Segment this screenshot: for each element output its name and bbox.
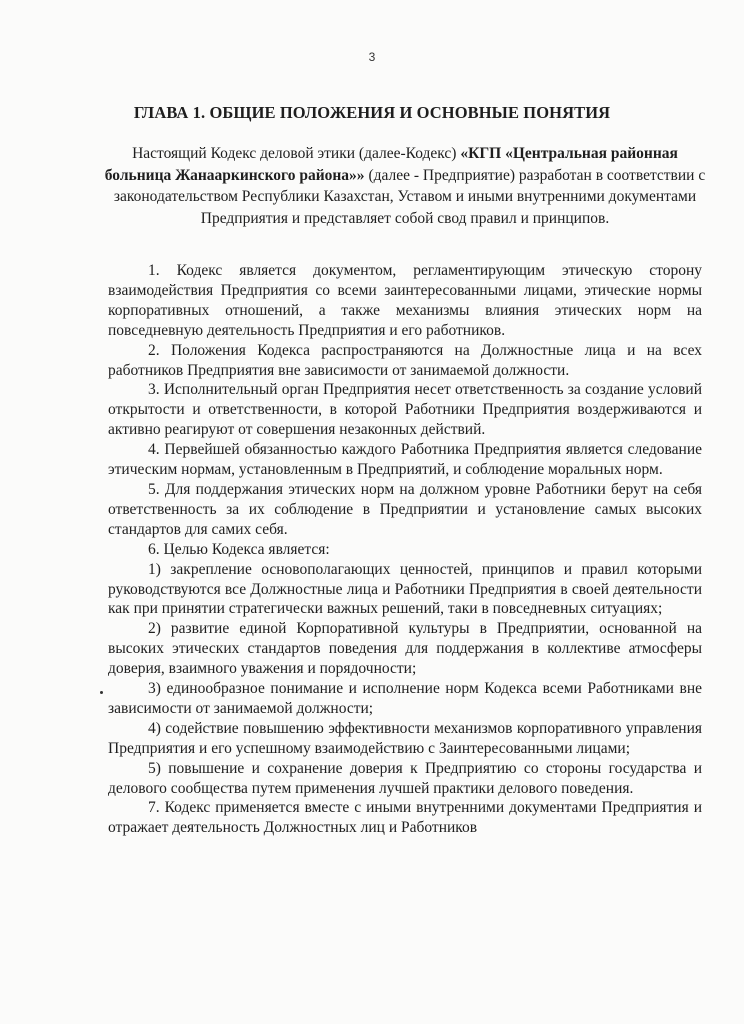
subitem-6-4: 4) содействие повышению эффективности механизмов корпоративного управления Предприятия и его успешному взаимодействию с Заинтересованными лицами; xyxy=(108,719,702,757)
paragraph-4: 4. Первейшей обязанностью каждого Работника Предприятия является следование этическим нормам, установленным в Предприятий, и соблюдение моральных норм. xyxy=(108,441,702,479)
paragraph-1: 1. Кодекс является документом, регламентирующим этическую сторону взаимодействия Предприятия со всеми заинтересованными лицами, этические нормы корпоративных отношений, а также механизмы влияния этических норм на повседневную деятельность Предприятия и его работников. xyxy=(108,262,702,339)
paragraph-7: 7. Кодекс применяется вместе с иными внутренними документами Предприятия и отражает деятельность Должностных лиц и Работников xyxy=(108,799,702,837)
subitem-6-1: 1) закрепление основополагающих ценностей, принципов и правил которыми руководствуются все Должностные лица и Работники Предприятия в своей деятельности как при принятии стратегически важных решений, таки в повседневных ситуациях; xyxy=(108,560,702,618)
paragraph-2: 2. Положения Кодекса распространяются на Должностные лица и на всех работников Предприятия вне зависимости от занимаемой должности. xyxy=(108,341,702,379)
paragraph-3: 3. Исполнительный орган Предприятия несет ответственность за создание условий открытости и ответственности, в которой Работники Предприятия воздерживаются и активно реагируют от совершения незаконных действий. xyxy=(108,381,702,439)
subitem-6-3: 3) единообразное понимание и исполнение норм Кодекса всеми Работниками вне зависимости от занимаемой должности; xyxy=(108,680,702,717)
paragraph-5: 5. Для поддержания этических норм на должном уровне Работники берут на себя ответственность за их соблюдение в Предприятии и установление самых высоких стандартов для самих себя. xyxy=(108,480,702,538)
intro-paragraph xyxy=(100,143,710,229)
page-number: 3 xyxy=(368,50,376,64)
intro-text-part2: (далее - Предприятие) разработан в соответствии с законодательством Республики Казахстан, Уставом и иными внутренними документами Предприятия и представляет собой свод правил и принципов. xyxy=(113,166,706,227)
scan-speck xyxy=(100,691,103,694)
organization-name: «КГП «Центральная районная больница Жанааркинского района»» xyxy=(104,145,678,184)
intro-text-part1: Настоящий Кодекс деловой этики (далее-Кодекс) xyxy=(132,145,461,162)
chapter-title: ГЛАВА 1. ОБЩИЕ ПОЛОЖЕНИЯ И ОСНОВНЫЕ ПОНЯТИЯ xyxy=(133,103,611,122)
paragraph-6: 6. Целью Кодекса является: xyxy=(148,540,330,558)
document-body xyxy=(108,261,702,838)
subitem-6-5: 5) повышение и сохранение доверия к Предприятию со стороны государства и делового сообщества путем применения лучшей практики делового поведения. xyxy=(108,759,702,797)
subitem-6-2: 2) развитие единой Корпоративной культуры в Предприятии, основанной на высоких этических стандартов поведения для поддержания в коллективе атмосферы доверия, взаимного уважения и порядочности; xyxy=(108,620,702,678)
